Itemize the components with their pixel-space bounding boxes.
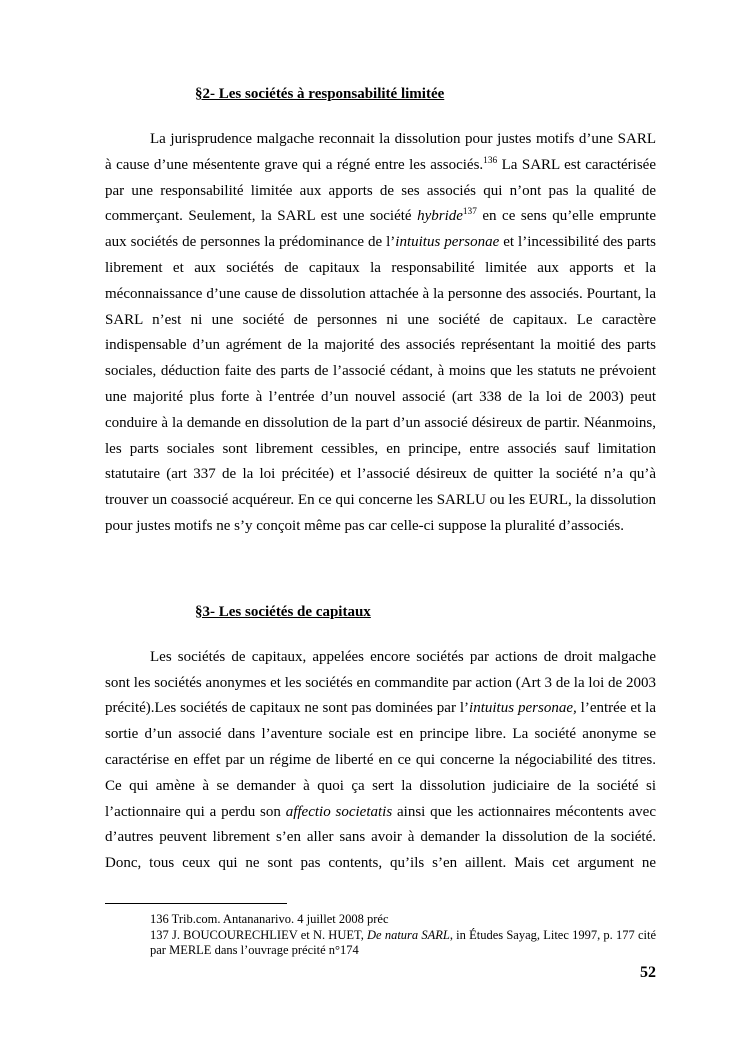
page-number: 52 bbox=[640, 964, 656, 981]
section-heading-capitaux: §3- Les sociétés de capitaux bbox=[195, 603, 371, 620]
footnote-137: 137 J. BOUCOURECHLIEV et N. HUET, De natura SARL, in Études Sayag, Litec 1997, p. 177 cité par MERLE dans l’ouvrage précité n°174 bbox=[150, 927, 657, 957]
footnote-separator-rule bbox=[105, 903, 287, 904]
footnote-136: 136 Trib.com. Antananarivo. 4 juillet 2008 préc bbox=[150, 912, 389, 926]
page-body bbox=[105, 84, 656, 877]
footnote-area bbox=[105, 903, 656, 959]
paragraph-capitaux: Les sociétés de capitaux, appelées encore sociétés par actions de droit malgache sont les sociétés anonymes et les sociétés en commandite par action (Art 3 de la loi de 2003 précité).Les sociétés de capitaux ne sont pas dominées par l’intuitus personae, l’entrée et la sortie d’un associé dans l’aventure sociale est en principe libre. La société anonyme se caractérise en effet par un régime de liberté en ce qui concerne la négociabilité des titres. Ce qui amène à se demander à quoi ça sert la dissolution judiciaire de la société si l’actionnaire qui a perdu son affectio societatis ainsi que les actionnaires mécontents avec d’autres peuvent librement s’en aller sans avoir à demander la dissolution de la société. Donc, tous ceux qui ne sont pas contents, qu’ils s’en aillent. Mais cet argument ne bbox=[105, 648, 656, 872]
section-heading-sarl: §2- Les sociétés à responsabilité limitée bbox=[195, 86, 445, 102]
paragraph-sarl: La jurisprudence malgache reconnait la dissolution pour justes motifs d’une SARL à cause d’une mésentente grave qui a régné entre les associés.$^{136}$ La SARL est caractérisée par une responsabilité limitée aux apports de ses associés qui n’ont pas la qualité de commerçant. Seulement, la SARL est une société hybride$^{137}$ en ce sens qu’elle emprunte aux sociétés de personnes la prédominance de l’intuitus personae et l’incessibilité des parts librement et aux sociétés de capitaux la responsabilité limitée aux apports et la méconnaissance d’une cause de dissolution attachée à la personne des associés. Pourtant, la SARL n’est ni une société de personnes ni une société de capitaux. Le caractère indispensable d’un agrément de la majorité des associés représentant la moitié des parts sociales, déduction faite des parts de l’associé cédant, à moins que les statuts ne prévoient une majorité plus forte à l’entrée d’un nouvel associé (art 338 de la loi de 2003) peut conduire à la demande en dissolution de la part d’un associé désireux de partir. Néanmoins, les parts sociales sont librement cessibles, en principe, entre associés sauf limitation statutaire (art 337 de la loi précitée) et l’associé désireux de quitter la société n’a qu’à trouver un coassocié acquéreur. En ce qui concerne les SARLU ou les EURL, la dissolution pour justes motifs ne s’y conçoit même pas car celle-ci suppose la pluralité d’associés. bbox=[105, 131, 656, 534]
